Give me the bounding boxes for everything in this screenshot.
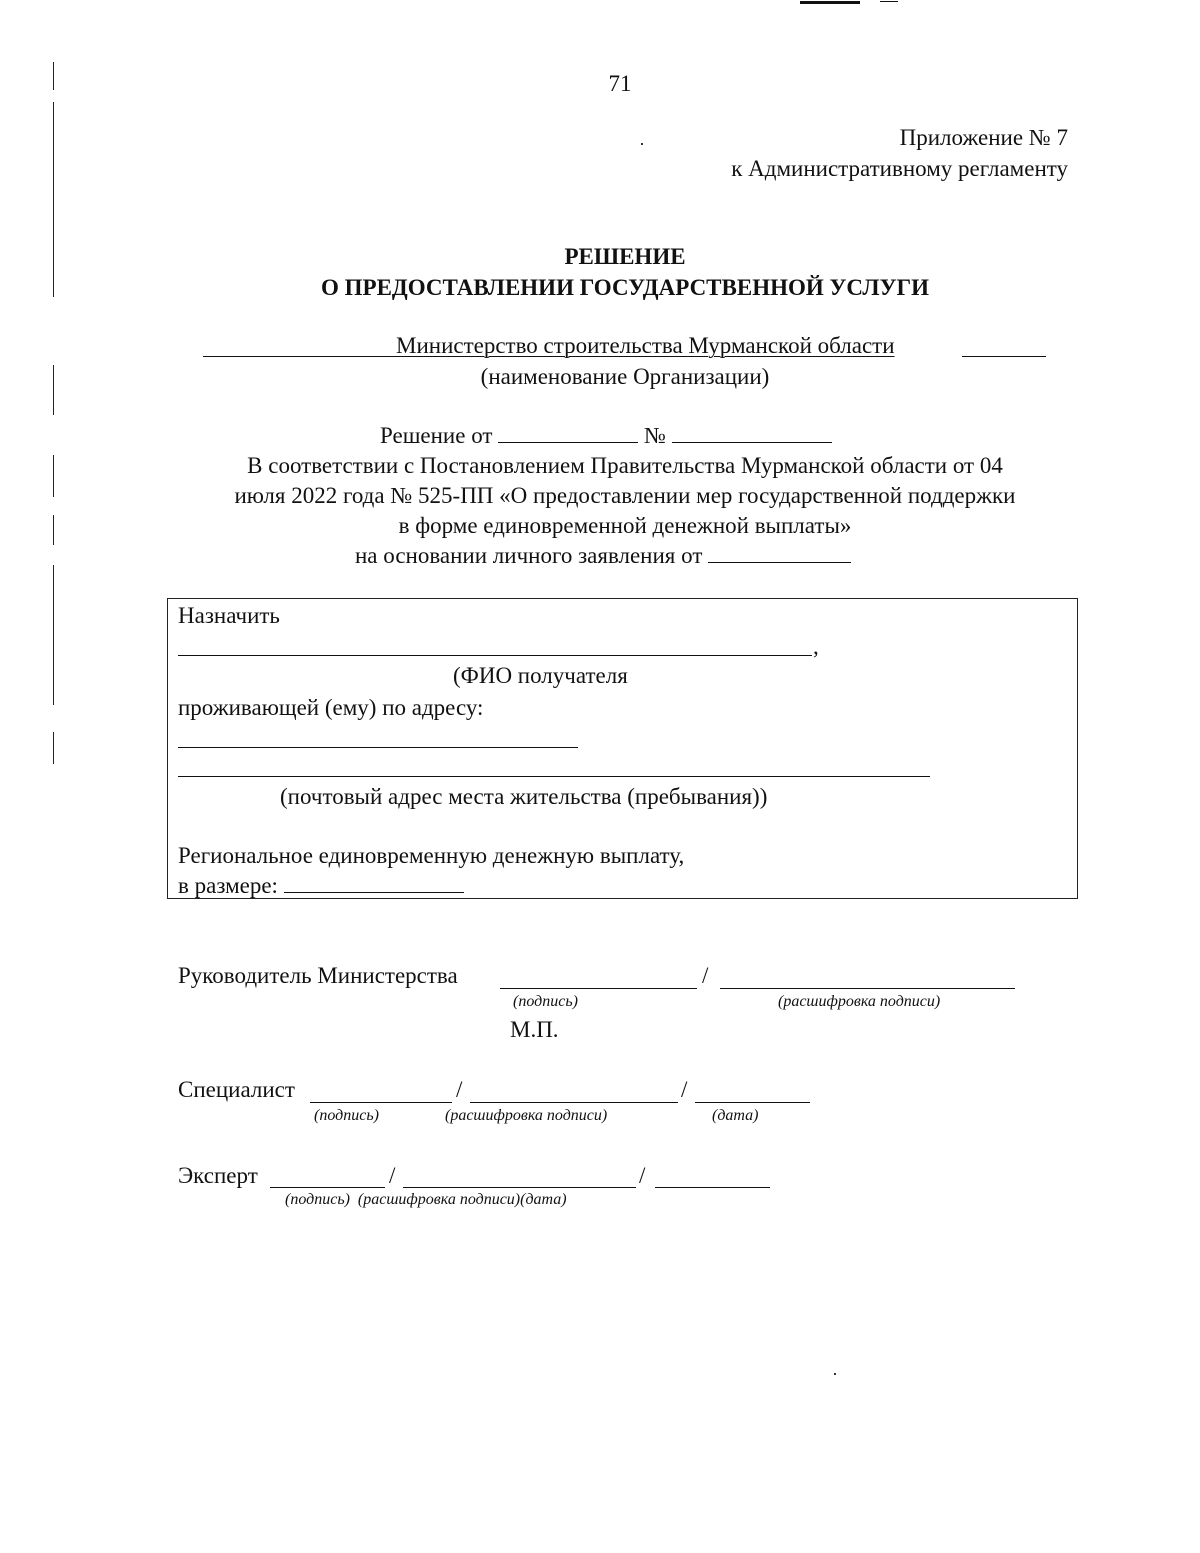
basis-line-1: В соответствии с Постановлением Правительства Мурманской области от 04	[247, 453, 1003, 478]
specialist-label: Специалист	[178, 1077, 295, 1102]
basis-line-2: июля 2022 года № 525-ПП «О предоставлении мер государственной поддержки	[234, 483, 1016, 508]
binding-mark	[53, 102, 54, 297]
organization-caption: (наименование Организации)	[480, 364, 770, 389]
decision-date-number-line	[380, 422, 832, 450]
decision-number-field[interactable]	[672, 422, 832, 443]
head-decode-caption: (расшифровка подписи)	[778, 993, 941, 1010]
specialist-sign-caption: (подпись)	[314, 1107, 379, 1124]
assign-label: Назначить	[178, 603, 280, 628]
fio-comma: ,	[813, 634, 819, 659]
address-field-2[interactable]	[178, 776, 930, 777]
basis-line-3: в форме единовременной денежной выплаты»	[398, 513, 852, 538]
scan-artifact	[880, 1, 898, 2]
decision-from-label: Решение от	[380, 423, 493, 448]
organization-name: Министерство строительства Мурманской области	[396, 333, 895, 358]
binding-mark	[53, 365, 54, 415]
scan-dot	[834, 1373, 836, 1375]
head-slash: /	[702, 963, 709, 988]
decision-number-label: №	[643, 423, 666, 448]
expert-label: Эксперт	[178, 1163, 258, 1188]
specialist-slash-2: /	[681, 1077, 688, 1102]
specialist-date-caption: (дата)	[712, 1107, 759, 1124]
organization-underline-right	[962, 356, 1046, 357]
document-title-line-1: РЕШЕНИЕ	[564, 244, 686, 269]
binding-mark	[53, 732, 54, 764]
appendix-line-1: Приложение № 7	[899, 125, 1068, 150]
address-caption: (почтовый адрес места жительства (пребывания))	[280, 784, 768, 809]
head-signature-field[interactable]	[500, 988, 697, 989]
decision-date-field[interactable]	[498, 422, 638, 443]
head-signature-label: Руководитель Министерства	[178, 963, 458, 988]
head-sign-caption: (подпись)	[513, 993, 578, 1010]
expert-captions: (подпись) (расшифровка подписи)(дата)	[285, 1191, 567, 1208]
expert-slash-2: /	[639, 1163, 646, 1188]
expert-slash-1: /	[389, 1163, 396, 1188]
expert-decode-field[interactable]	[403, 1187, 636, 1188]
page-number: 71	[608, 71, 632, 96]
amount-field[interactable]	[284, 872, 464, 893]
amount-line	[178, 872, 464, 900]
seal-mark: М.П.	[510, 1017, 559, 1042]
scan-artifact	[800, 1, 860, 4]
application-label: на основании личного заявления от	[355, 543, 703, 568]
binding-mark	[53, 62, 54, 90]
binding-mark	[53, 455, 54, 497]
payment-label: Региональное единовременную денежную выплату,	[178, 843, 685, 868]
specialist-decode-field[interactable]	[470, 1102, 678, 1103]
amount-label: в размере:	[178, 873, 278, 898]
specialist-sign-field[interactable]	[310, 1102, 452, 1103]
fio-caption: (ФИО получателя	[453, 663, 628, 688]
document-title-line-2: О ПРЕДОСТАВЛЕНИИ ГОСУДАРСТВЕННОЙ УСЛУГИ	[321, 275, 929, 300]
expert-sign-field[interactable]	[270, 1187, 385, 1188]
binding-mark	[53, 515, 54, 545]
specialist-date-field[interactable]	[695, 1102, 810, 1103]
scan-dot	[641, 143, 643, 145]
fio-field[interactable]	[178, 655, 812, 656]
head-decode-field[interactable]	[720, 988, 1015, 989]
organization-underline-left	[203, 356, 396, 357]
expert-date-field[interactable]	[655, 1187, 770, 1188]
address-label: проживающей (ему) по адресу:	[178, 695, 484, 720]
application-line	[355, 542, 851, 570]
binding-mark	[53, 565, 54, 705]
specialist-decode-caption: (расшифровка подписи)	[445, 1107, 608, 1124]
specialist-slash-1: /	[456, 1077, 463, 1102]
application-date-field[interactable]	[708, 542, 851, 563]
appendix-line-2: к Административному регламенту	[731, 156, 1068, 181]
address-field-1[interactable]	[178, 747, 578, 748]
